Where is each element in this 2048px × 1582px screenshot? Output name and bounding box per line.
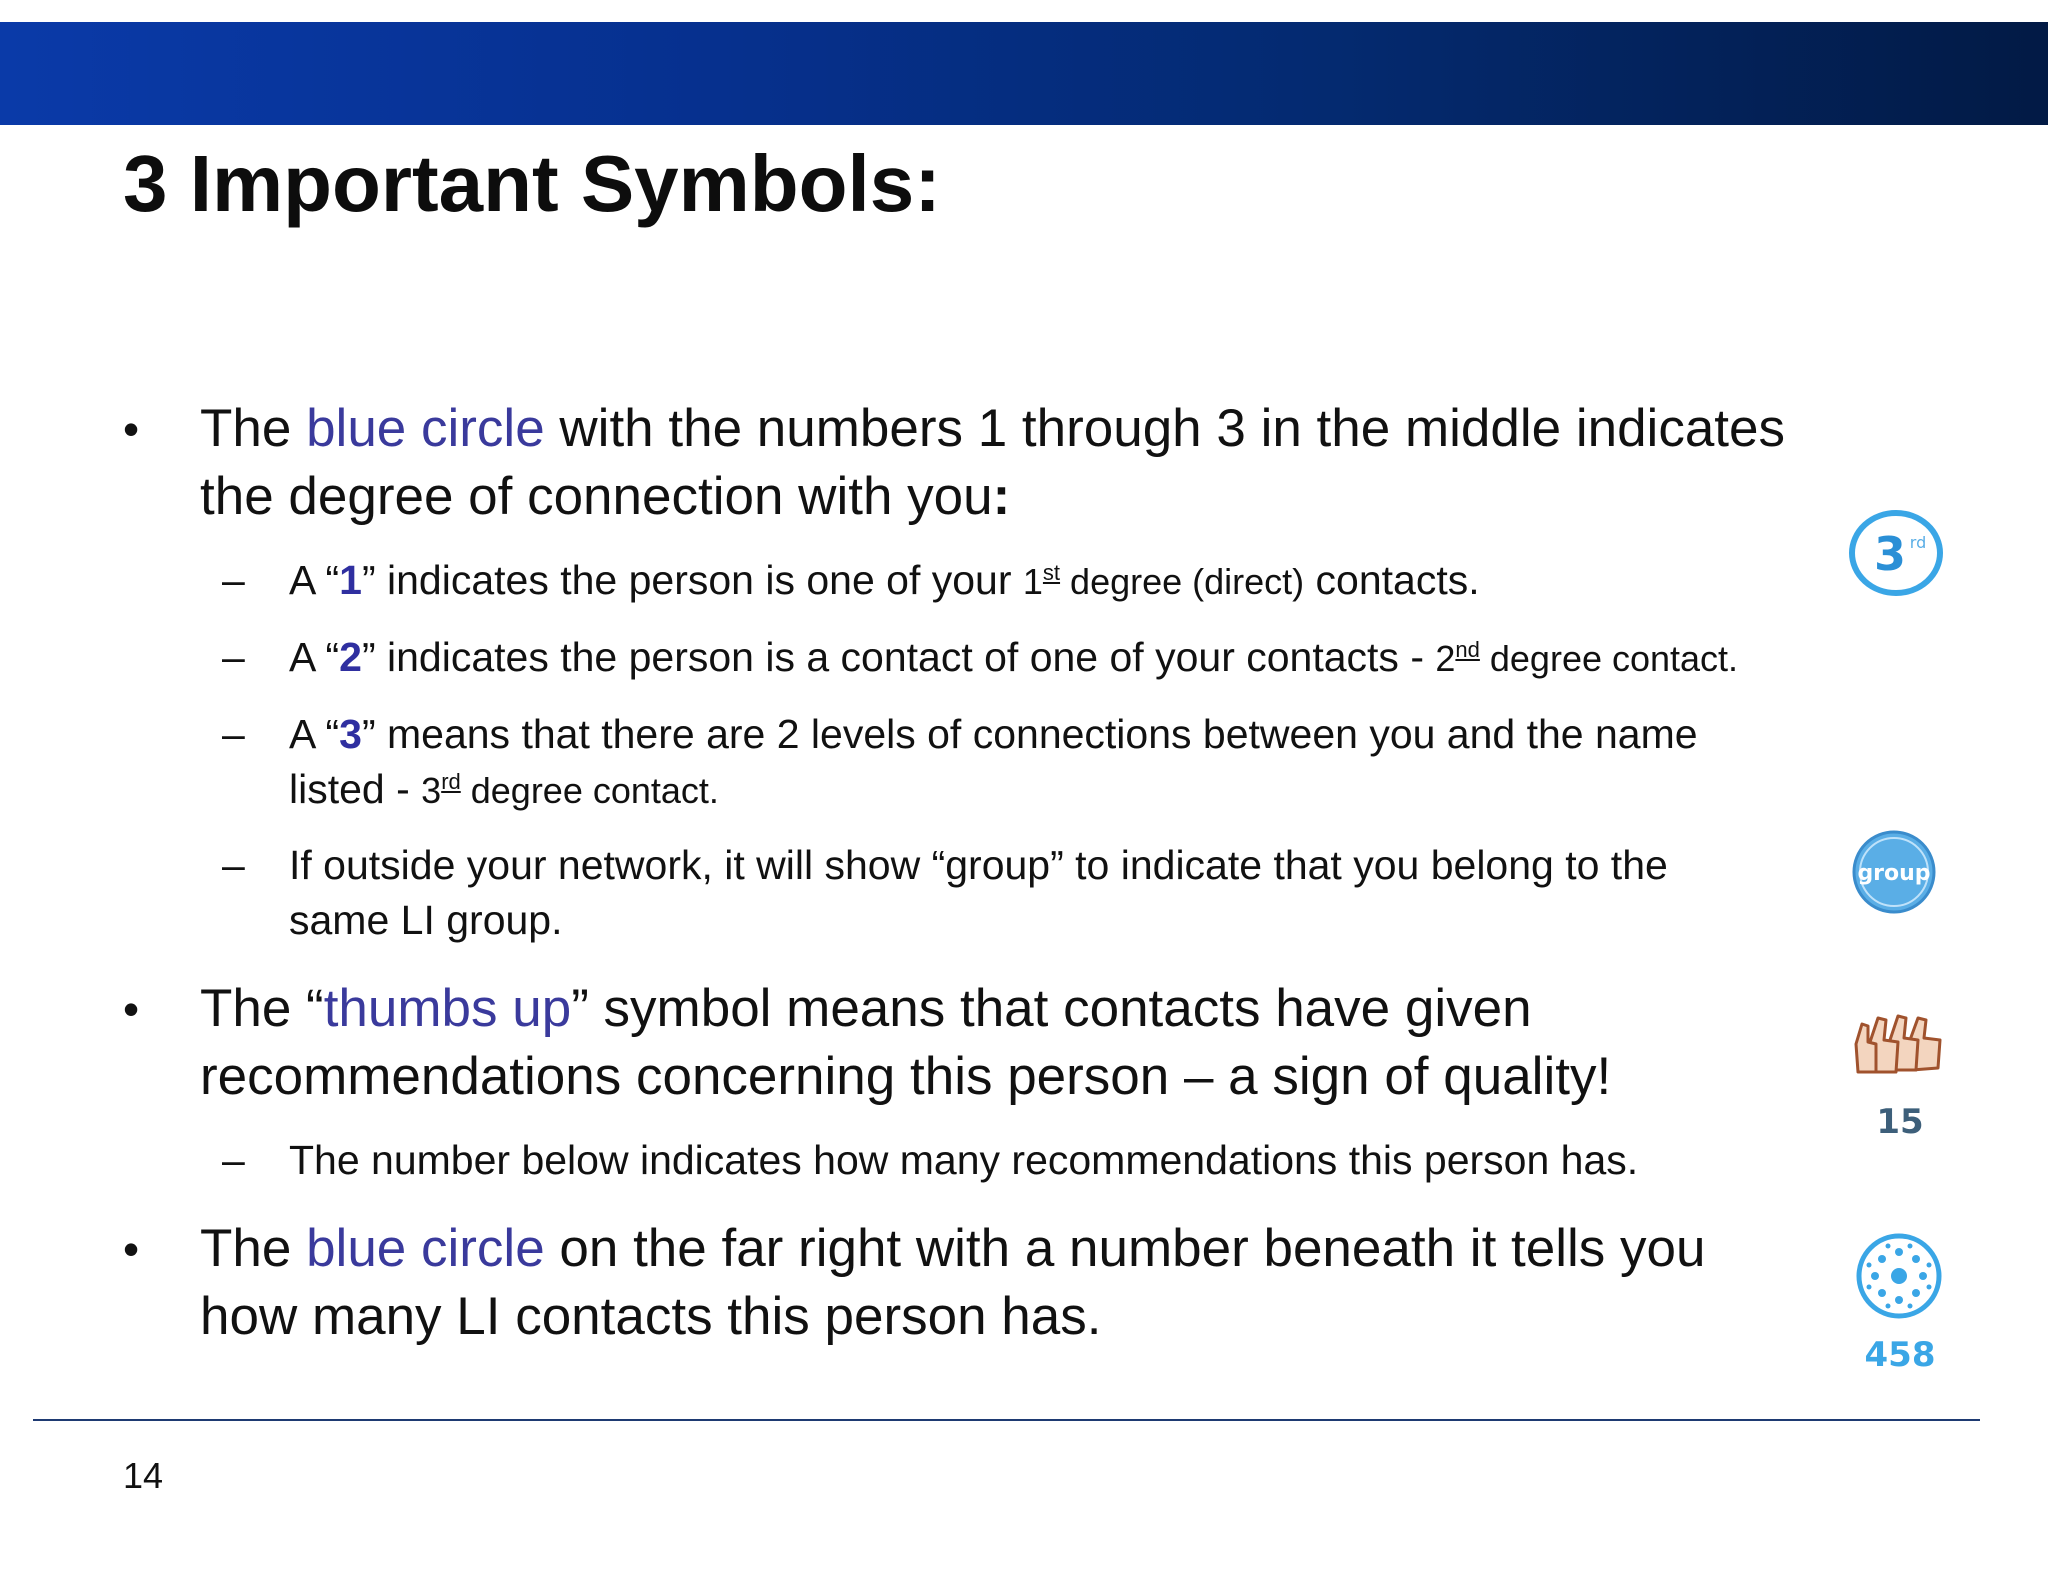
bullet-marker: • bbox=[123, 983, 140, 1035]
group-badge-label: group bbox=[1857, 861, 1931, 886]
degree-number: 3 bbox=[339, 711, 362, 757]
ordinal-number: 1 bbox=[1022, 561, 1043, 602]
sub-group-line2: same LI group. bbox=[289, 897, 563, 943]
bullet-connections-line2: how many LI contacts this person has. bbox=[200, 1287, 1102, 1346]
highlight-blue-circle: blue circle bbox=[306, 1219, 545, 1278]
text: ” symbol means that contacts have given bbox=[571, 979, 1532, 1038]
dash-marker: – bbox=[222, 634, 245, 680]
thumbs-up-icon bbox=[1852, 1010, 1944, 1078]
network-icon bbox=[1855, 1232, 1943, 1320]
footer-divider bbox=[33, 1419, 1980, 1421]
text: degree contact. bbox=[460, 770, 719, 811]
text: The “ bbox=[200, 979, 324, 1038]
bullet-marker: • bbox=[123, 1223, 140, 1275]
slide-title: 3 Important Symbols: bbox=[123, 139, 941, 228]
text: with the numbers 1 through 3 in the middle indicates bbox=[544, 399, 1785, 458]
ordinal-suffix: nd bbox=[1455, 637, 1480, 662]
sub-third-degree-line1 bbox=[289, 707, 1698, 762]
ordinal-number: 2 bbox=[1435, 638, 1456, 679]
sub-third-degree-line2 bbox=[289, 762, 719, 818]
sub-group-line1: If outside your network, it will show “group” to indicate that you belong to the bbox=[289, 842, 1668, 888]
recommendations-count: 15 bbox=[1876, 1102, 1924, 1142]
group-badge-icon bbox=[1850, 828, 1938, 916]
text: A “ bbox=[289, 557, 340, 603]
text: A “ bbox=[289, 711, 340, 757]
degree-badge-suffix: rd bbox=[1909, 533, 1927, 552]
ordinal-suffix: st bbox=[1042, 560, 1061, 585]
text: on the far right with a number beneath it tells you bbox=[544, 1219, 1706, 1278]
sub-recommendations-text: The number below indicates how many recommendations this person has. bbox=[289, 1137, 1639, 1183]
highlight-thumbs-up: thumbs up bbox=[323, 979, 572, 1038]
text: ” means that there are 2 levels of connections between you and the name bbox=[361, 711, 1698, 757]
text: listed - bbox=[289, 766, 422, 812]
ordinal bbox=[1023, 561, 1304, 602]
page-number: 14 bbox=[123, 1455, 164, 1496]
degree-badge-number: 3 bbox=[1873, 527, 1907, 581]
text: ” indicates the person is one of your bbox=[361, 557, 1023, 603]
ordinal-number: 3 bbox=[421, 770, 442, 811]
bullet-degree-line2 bbox=[200, 463, 1010, 531]
dash-marker: – bbox=[222, 711, 245, 757]
bullet-degree-line1 bbox=[200, 395, 1785, 463]
text: A “ bbox=[289, 634, 340, 680]
sub-second-degree-text bbox=[289, 630, 1738, 686]
ordinal bbox=[1435, 638, 1738, 679]
bullet-marker: • bbox=[123, 403, 140, 455]
degree-number: 2 bbox=[339, 634, 362, 680]
dash-marker: – bbox=[222, 1137, 245, 1183]
text: the degree of connection with you bbox=[200, 467, 993, 526]
degree-number: 1 bbox=[339, 557, 362, 603]
sub-first-degree-text bbox=[289, 553, 1480, 609]
dash-marker: – bbox=[222, 557, 245, 603]
dash-marker: – bbox=[222, 842, 245, 888]
bullet-connections-line1 bbox=[200, 1215, 1705, 1283]
ordinal bbox=[421, 770, 719, 811]
text: The bbox=[200, 399, 307, 458]
degree-badge-icon bbox=[1846, 508, 1946, 598]
text: contacts. bbox=[1304, 557, 1480, 603]
text: degree contact. bbox=[1479, 638, 1739, 679]
header-bar bbox=[0, 22, 2048, 125]
ordinal-suffix: rd bbox=[441, 769, 461, 794]
bullet-thumbs-up-line1 bbox=[200, 975, 1532, 1043]
colon: : bbox=[992, 467, 1011, 526]
text: degree (direct) bbox=[1060, 561, 1305, 602]
text: The bbox=[200, 1219, 307, 1278]
highlight-blue-circle: blue circle bbox=[306, 399, 545, 458]
connections-count: 458 bbox=[1864, 1335, 1936, 1375]
bullet-thumbs-up-line2: recommendations concerning this person – a sign of quality! bbox=[200, 1047, 1612, 1106]
text: ” indicates the person is a contact of one of your contacts - bbox=[361, 634, 1436, 680]
